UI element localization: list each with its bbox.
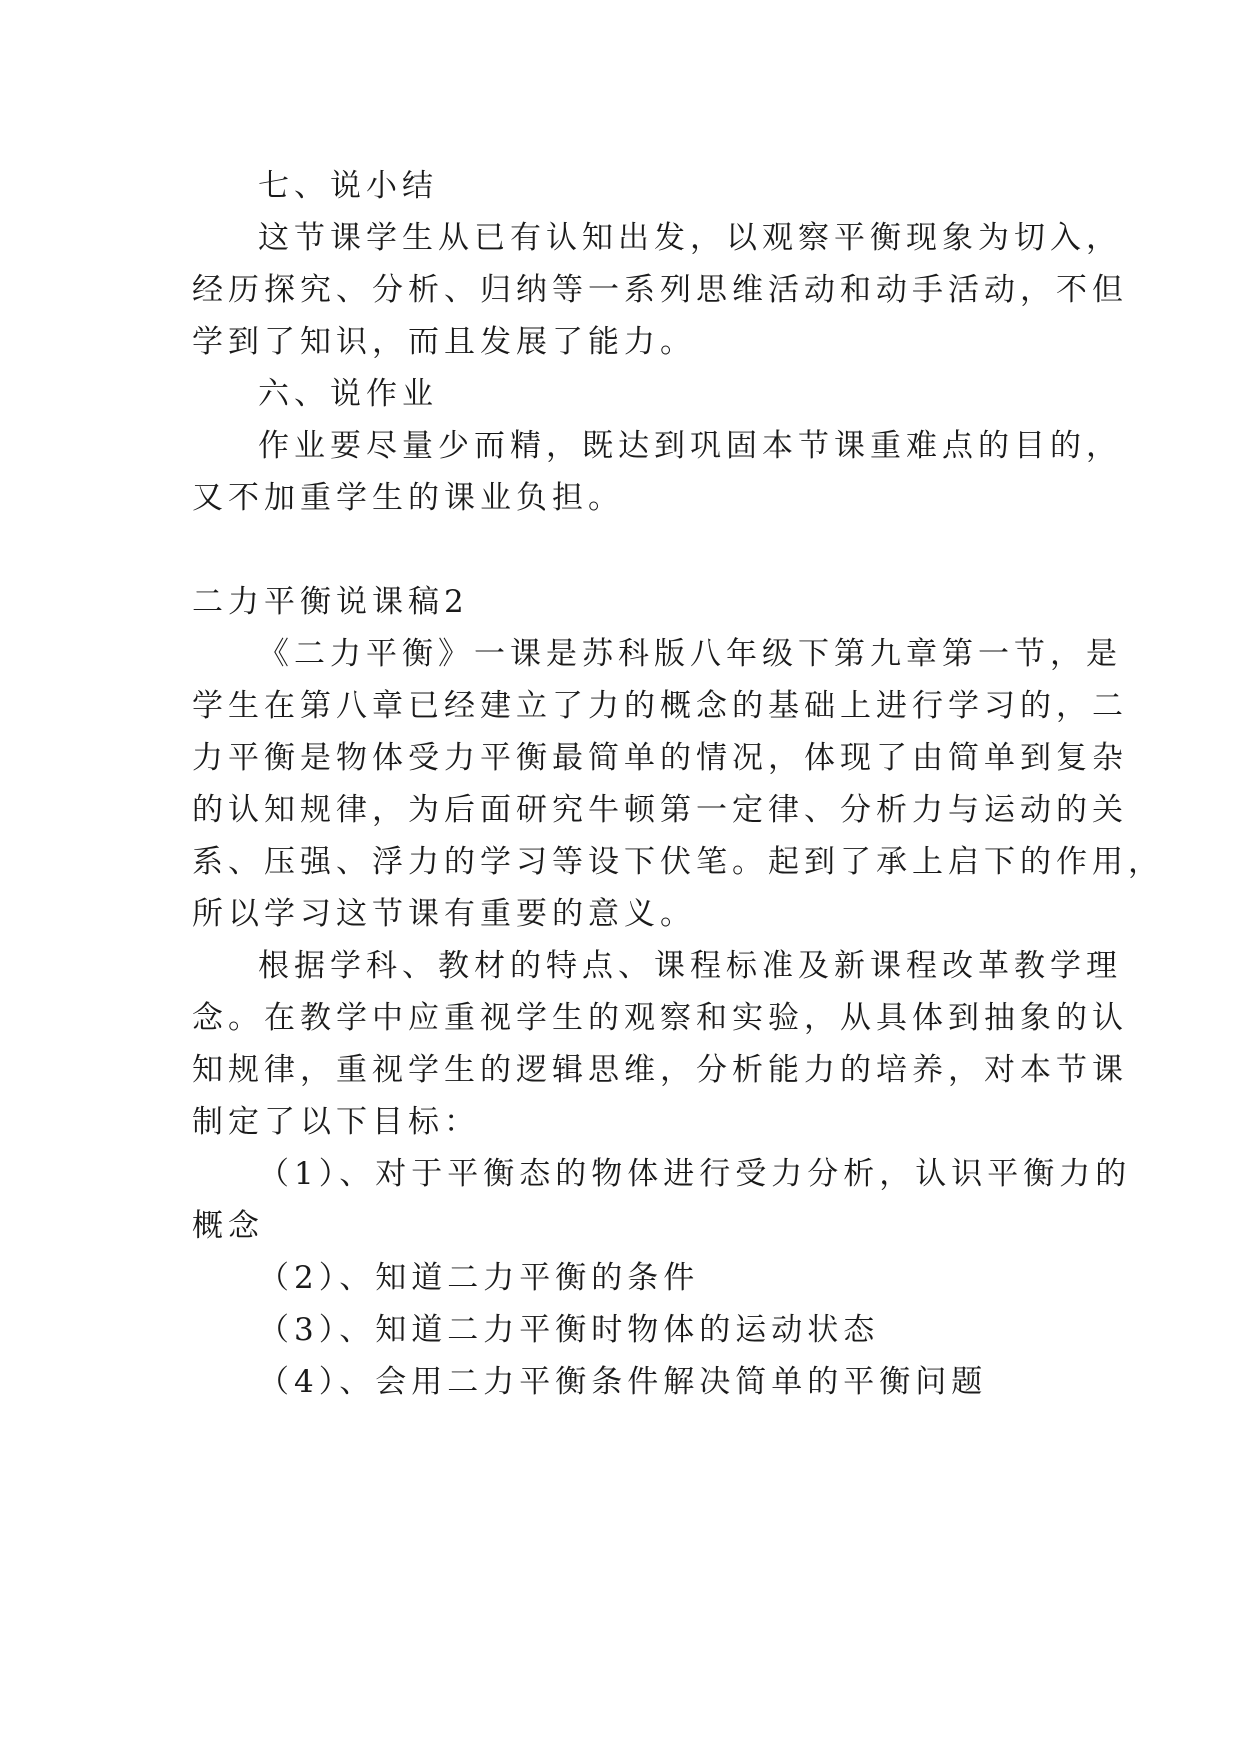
paragraph-line: 力平衡是物体受力平衡最简单的情况，体现了由简单到复杂 <box>192 740 1128 776</box>
paragraph-line: 又不加重学生的课业负担。 <box>192 480 624 516</box>
paragraph-line: 学生在第八章已经建立了力的概念的基础上进行学习的，二 <box>192 688 1128 724</box>
paragraph-line: 作业要尽量少而精，既达到巩固本节课重难点的目的， <box>258 428 1122 464</box>
document-title: 二力平衡说课稿2 <box>192 584 469 620</box>
goal-item-continuation: 概念 <box>192 1208 264 1244</box>
goal-item: （3）、知道二力平衡时物体的运动状态 <box>258 1312 880 1348</box>
section-heading-homework: 六、说作业 <box>258 376 438 412</box>
paragraph-line: 所以学习这节课有重要的意义。 <box>192 896 696 932</box>
paragraph-line: 制定了以下目标： <box>192 1104 480 1140</box>
goal-item: （2）、知道二力平衡的条件 <box>258 1260 700 1296</box>
paragraph-line: 经历探究、分析、归纳等一系列思维活动和动手活动，不但 <box>192 272 1128 308</box>
paragraph-line: 念。在教学中应重视学生的观察和实验，从具体到抽象的认 <box>192 1000 1128 1036</box>
goal-item: （4）、会用二力平衡条件解决简单的平衡问题 <box>258 1364 988 1400</box>
section-heading-summary: 七、说小结 <box>258 168 438 204</box>
paragraph-line: 这节课学生从已有认知出发，以观察平衡现象为切入， <box>258 220 1122 256</box>
paragraph-line: 根据学科、教材的特点、课程标准及新课程改革教学理 <box>258 948 1122 984</box>
paragraph-line: 知规律，重视学生的逻辑思维，分析能力的培养，对本节课 <box>192 1052 1128 1088</box>
paragraph-line: 系、压强、浮力的学习等设下伏笔。起到了承上启下的作用， <box>192 844 1164 880</box>
paragraph-line: 《二力平衡》一课是苏科版八年级下第九章第一节，是 <box>258 636 1122 672</box>
goal-item: （1）、对于平衡态的物体进行受力分析，认识平衡力的 <box>258 1156 1132 1192</box>
paragraph-line: 学到了知识，而且发展了能力。 <box>192 324 696 360</box>
paragraph-line: 的认知规律，为后面研究牛顿第一定律、分析力与运动的关 <box>192 792 1128 828</box>
